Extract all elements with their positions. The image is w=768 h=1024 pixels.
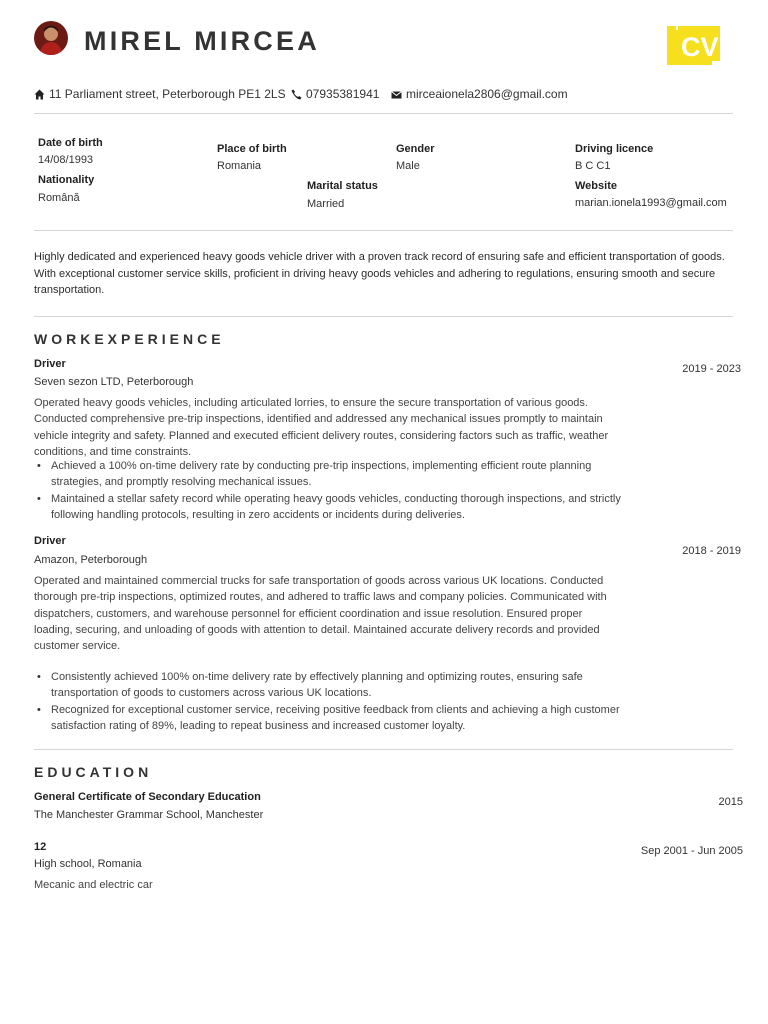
- cv-logo: [667, 26, 720, 65]
- job-title: Driver: [34, 535, 66, 547]
- divider: [34, 749, 733, 750]
- achievement-item: • Achieved a 100% on-time delivery rate by conducting pre-trip inspections, implementing efficient route planning strategies, and promptly resolving mechanical issues.: [51, 458, 631, 491]
- envelope-icon: [391, 89, 402, 100]
- job-achievements: [34, 669, 631, 734]
- education-note: Mecanic and electric car: [34, 879, 153, 891]
- achievement-item: • Consistently achieved 100% on-time delivery rate by effectively planning and optimizing routes, ensuring safe transportation of goods to customers across various UK locations.: [51, 669, 631, 702]
- nationality-value: Română: [38, 192, 80, 204]
- job-dates: 2018 - 2019: [682, 545, 741, 557]
- job-company: Seven sezon LTD, Peterborough: [34, 376, 194, 388]
- phone-icon: [291, 89, 302, 100]
- education-dates: Sep 2001 - Jun 2005: [640, 845, 743, 857]
- profile-summary: Highly dedicated and experienced heavy goods vehicle driver with a proven track record of ensuring safe and efficient transportation of goods. With exceptional customer service skills, proficient in driving heavy goods vehicles and adhering to regulations, ensuring smooth and secure transportation.: [34, 251, 725, 296]
- job-company: Amazon, Peterborough: [34, 554, 148, 566]
- marital-value: Married: [307, 198, 345, 210]
- education-dates: 2015: [718, 796, 743, 808]
- education-school: High school, Romania: [34, 858, 142, 870]
- education-school: The Manchester Grammar School, Manchester: [34, 809, 264, 821]
- pob-value: Romania: [217, 160, 262, 172]
- dob-label: Date of birth: [38, 137, 103, 149]
- divider: [34, 316, 733, 317]
- phone-text: 07935381941: [306, 87, 380, 101]
- job-achievements: [34, 458, 631, 523]
- job-dates: 2019 - 2023: [682, 363, 741, 375]
- pob-label: Place of birth: [217, 143, 287, 155]
- divider: [34, 113, 733, 114]
- licence-label: Driving licence: [575, 143, 654, 155]
- dob-value: 14/08/1993: [38, 154, 94, 166]
- education-title: General Certificate of Secondary Education: [34, 791, 261, 803]
- licence-value: B C C1: [575, 160, 611, 172]
- phone-line: [291, 87, 379, 101]
- website-value: marian.ionela1993@gmail.com: [575, 197, 727, 209]
- gender-label: Gender: [396, 143, 435, 155]
- divider: [34, 230, 733, 231]
- svg-text:CV: CV: [681, 32, 719, 62]
- address-line: [34, 87, 286, 101]
- gender-value: Male: [396, 160, 420, 172]
- avatar: [34, 21, 68, 55]
- achievement-item: • Recognized for exceptional customer service, receiving positive feedback from clients and achieving a high customer satisfaction rating of 89%, leading to repeat business and increased customer loyalty.: [51, 702, 631, 735]
- education-heading: EDUCATION: [34, 764, 153, 780]
- website-label: Website: [575, 180, 617, 192]
- education-title: 12: [34, 841, 47, 853]
- achievement-item: • Maintained a stellar safety record while operating heavy goods vehicles, conducting thorough inspections, and strictly following handling protocols, resulting in zero accidents or incidents during deliveries.: [51, 491, 631, 524]
- job-description: Operated and maintained commercial trucks for safe transportation of goods across various UK locations. Conducted thorough pre-trip inspections, optimized routes, and adhered to traffic laws and company policies. Communicated with dispatchers, customers, and warehouse personnel for efficient coordination and issue resolution. Ensured proper loading, securing, and unloading of goods with attention to detail. Maintained accurate delivery records and provided customer service.: [34, 575, 607, 653]
- email-text: mirceaionela2806@gmail.com: [406, 87, 568, 101]
- home-icon: [34, 89, 45, 100]
- address-text: 11 Parliament street, Peterborough PE1 2LS: [49, 87, 286, 101]
- nationality-label: Nationality: [38, 174, 95, 186]
- email-line: [391, 87, 568, 101]
- candidate-name: MIREL MIRCEA: [84, 26, 320, 56]
- job-description: Operated heavy goods vehicles, including articulated lorries, to ensure the secure transportation of various goods. Conducted comprehensive pre-trip inspections, identified and addressed any mechanical issues promptly to maintain vehicle integrity and safety. Planned and executed efficient delivery routes, considering factors such as traffic, weather conditions, and time constraints.: [34, 397, 609, 458]
- marital-label: Marital status: [307, 180, 378, 192]
- work-experience-heading: WORKEXPERIENCE: [34, 331, 225, 347]
- job-title: Driver: [34, 358, 66, 370]
